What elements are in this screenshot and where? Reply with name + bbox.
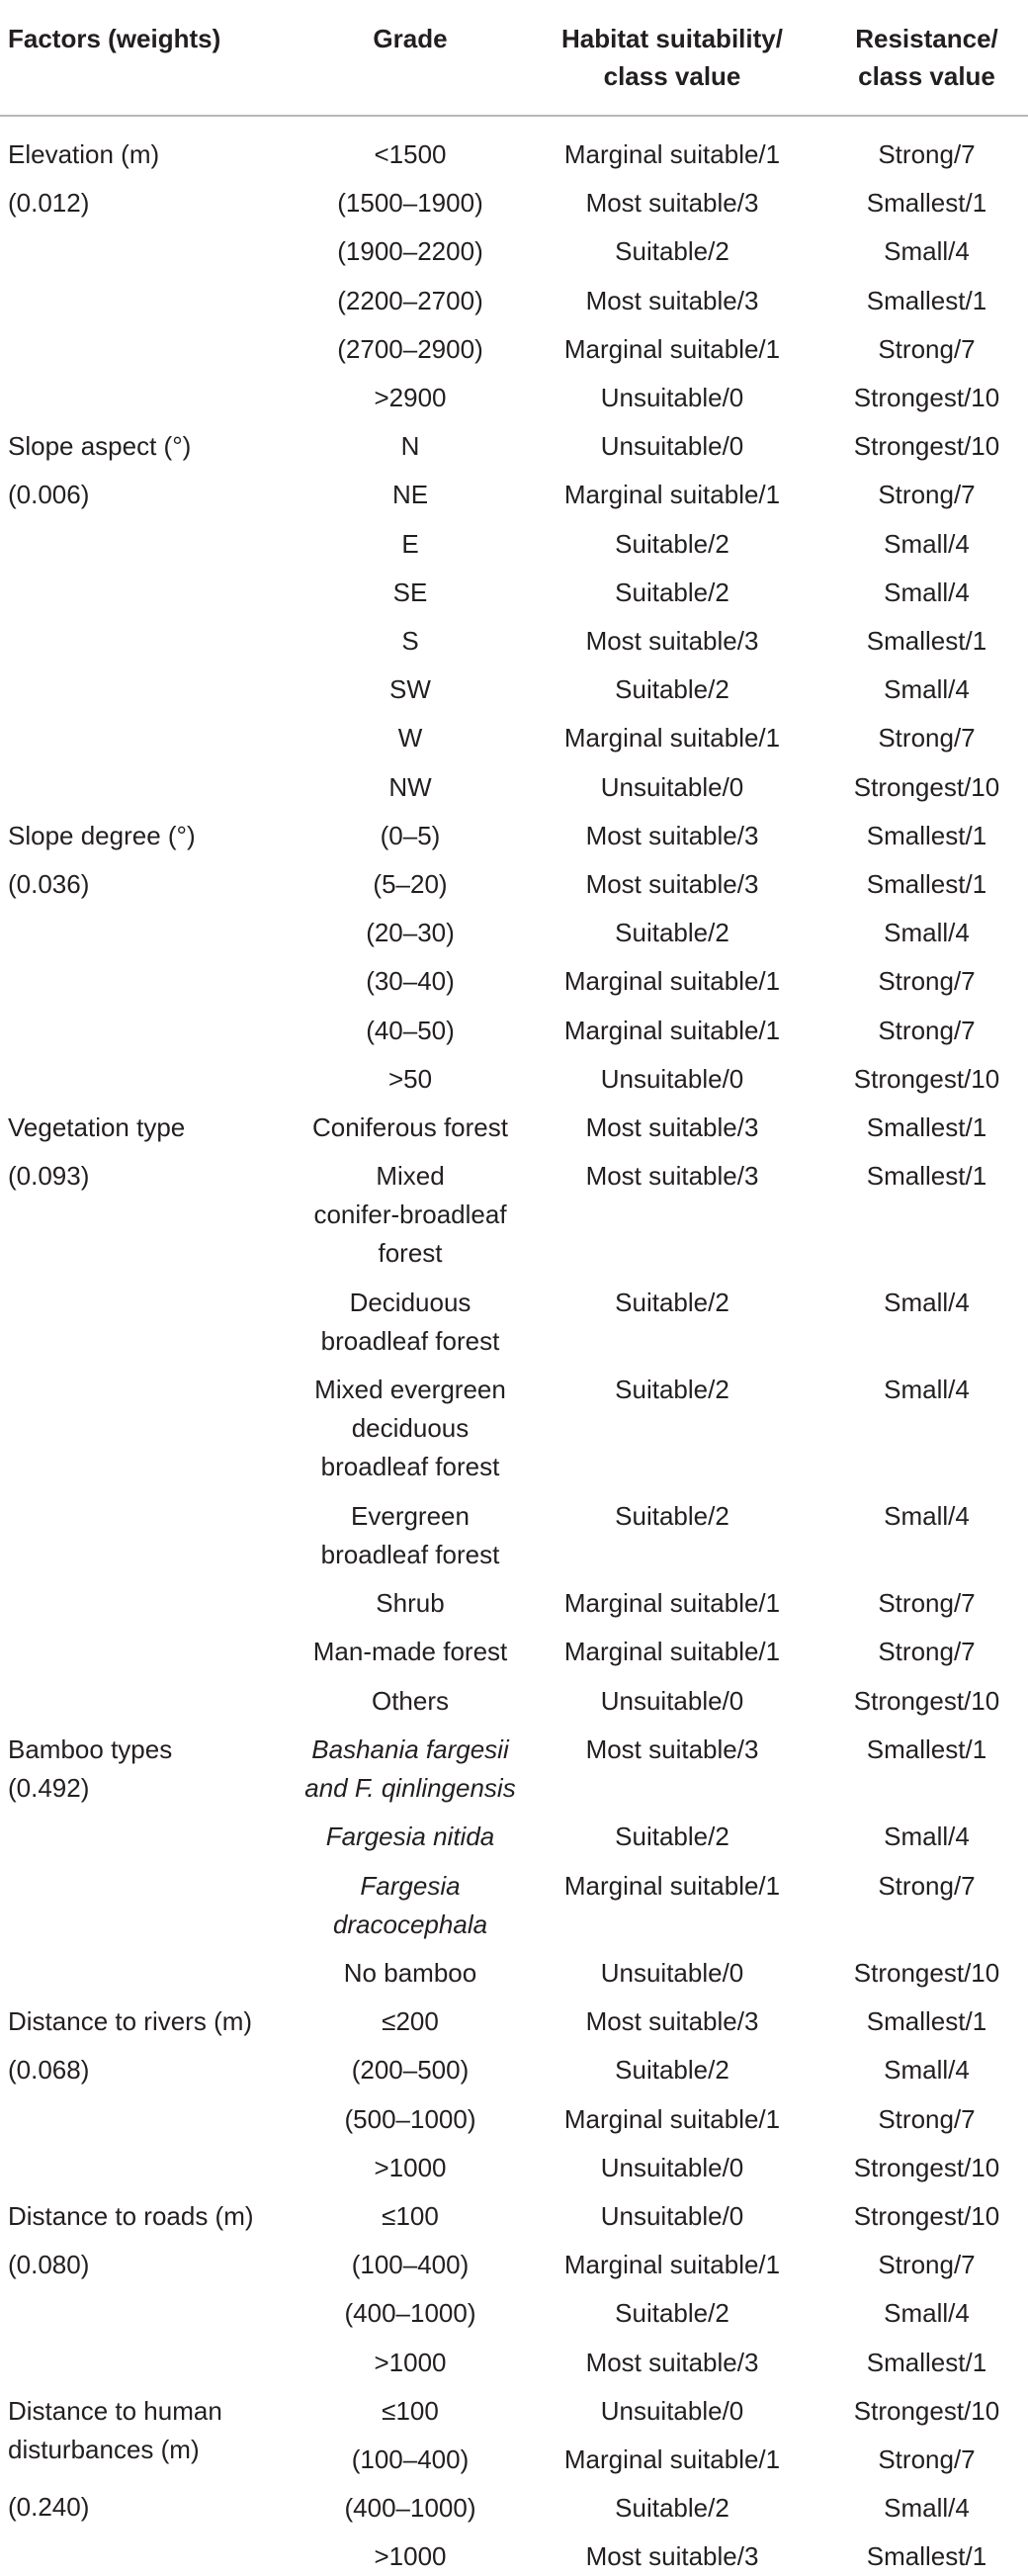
resistance-cell: Strongest/10: [853, 431, 1000, 462]
factor-weight: (0.240): [8, 2491, 90, 2522]
resistance-cell: Smallest/1: [866, 626, 987, 656]
resistance-cell: Strongest/10: [853, 1685, 1000, 1716]
resistance-cell: Small/4: [884, 674, 970, 705]
grade-cell: and F. qinlingensis: [304, 1772, 516, 1803]
habitat-cell: Marginal suitable/1: [563, 1637, 781, 1667]
resistance-cell: Small/4: [884, 2493, 970, 2524]
grade-cell: <1500: [374, 139, 447, 169]
resistance-cell: Strong/7: [878, 966, 976, 997]
resistance-cell: Strongest/10: [853, 2395, 1000, 2426]
grade-cell: (5–20): [373, 869, 448, 899]
habitat-cell: Suitable/2: [615, 2298, 729, 2329]
factor-name-line1: Distance to human: [8, 2395, 222, 2426]
resistance-cell: Smallest/1: [866, 1112, 987, 1142]
grade-cell: (100–400): [351, 2250, 470, 2280]
grade-cell: ≤200: [382, 2006, 439, 2037]
grade-cell: >2900: [374, 383, 447, 412]
habitat-cell: Marginal suitable/1: [563, 480, 781, 510]
grade-cell: No bamboo: [343, 1958, 477, 1988]
habitat-cell: Marginal suitable/1: [563, 1015, 781, 1045]
resistance-cell: Smallest/1: [866, 1733, 987, 1764]
resistance-cell: Strong/7: [878, 1870, 976, 1901]
resistance-cell: Strong/7: [878, 723, 976, 754]
grade-cell: E: [401, 528, 419, 559]
resistance-cell: Smallest/1: [866, 820, 987, 850]
habitat-cell: Marginal suitable/1: [563, 2444, 781, 2474]
grade-cell: N: [400, 431, 420, 462]
grade-cell: broadleaf forest: [320, 1325, 500, 1356]
grade-cell: Others: [371, 1685, 450, 1716]
habitat-cell: Suitable/2: [615, 577, 729, 607]
grade-cell: >1000: [374, 2347, 447, 2377]
factor-weight: (0.093): [8, 1161, 90, 1192]
resistance-cell: Strong/7: [878, 2250, 976, 2280]
resistance-cell: Smallest/1: [866, 285, 987, 315]
resistance-cell: Smallest/1: [866, 2541, 987, 2572]
factor-name: Slope degree (°): [8, 820, 196, 850]
grade-cell: NW: [388, 771, 432, 802]
grade-cell: (30–40): [366, 966, 455, 997]
factor-name-line2: disturbances (m): [8, 2434, 200, 2464]
grade-cell: Coniferous forest: [312, 1112, 508, 1142]
factor-weight: (0.036): [8, 869, 90, 899]
habitat-cell: Unsuitable/0: [600, 1685, 744, 1716]
header-divider: [0, 115, 1028, 117]
habitat-cell: Most suitable/3: [585, 2541, 759, 2572]
grade-cell: Man-made forest: [312, 1637, 508, 1667]
habitat-cell: Unsuitable/0: [600, 1063, 744, 1094]
grade-cell: S: [401, 626, 419, 656]
resistance-cell: Strong/7: [878, 1588, 976, 1619]
grade-cell: >1000: [374, 2541, 447, 2572]
resistance-cell: Strong/7: [878, 333, 976, 364]
resistance-cell: Smallest/1: [866, 2006, 987, 2037]
habitat-cell: Suitable/2: [615, 1821, 729, 1852]
header-resistance-line2: class value: [858, 61, 995, 91]
resistance-cell: Strongest/10: [853, 1063, 1000, 1094]
resistance-cell: Strong/7: [878, 2103, 976, 2134]
grade-cell: SE: [392, 577, 428, 607]
habitat-cell: Most suitable/3: [585, 1161, 759, 1192]
factor-weight: (0.068): [8, 2055, 90, 2086]
grade-cell: Fargesia nitida: [325, 1821, 495, 1852]
habitat-cell: Unsuitable/0: [600, 2152, 744, 2182]
factor-name: Elevation (m): [8, 139, 160, 169]
habitat-cell: Most suitable/3: [585, 869, 759, 899]
factor-name: Vegetation type: [8, 1112, 186, 1142]
grade-cell: forest: [378, 1238, 443, 1269]
habitat-cell: Suitable/2: [615, 236, 729, 267]
grade-cell: dracocephala: [332, 1909, 488, 1939]
habitat-cell: Suitable/2: [615, 674, 729, 705]
grade-cell: Mixed evergreen: [314, 1375, 506, 1405]
habitat-cell: Unsuitable/0: [600, 2395, 744, 2426]
grade-cell: Mixed: [376, 1161, 445, 1192]
resistance-cell: Small/4: [884, 577, 970, 607]
habitat-cell: Most suitable/3: [585, 1733, 759, 1764]
grade-cell: NE: [391, 480, 429, 510]
habitat-cell: Suitable/2: [615, 528, 729, 559]
grade-cell: (400–1000): [344, 2493, 476, 2524]
habitat-cell: Most suitable/3: [585, 2347, 759, 2377]
grade-cell: SW: [389, 674, 431, 705]
factor-weight: (0.012): [8, 188, 90, 219]
habitat-cell: Marginal suitable/1: [563, 2103, 781, 2134]
resistance-cell: Small/4: [884, 1500, 970, 1531]
grade-cell: W: [397, 723, 423, 754]
habitat-cell: Most suitable/3: [585, 188, 759, 219]
grade-cell: >1000: [374, 2152, 447, 2182]
resistance-cell: Small/4: [884, 1821, 970, 1852]
grade-cell: (2700–2900): [337, 333, 483, 364]
grade-cell: broadleaf forest: [320, 1452, 500, 1482]
grade-cell: (0–5): [380, 820, 441, 850]
habitat-cell: Suitable/2: [615, 2055, 729, 2086]
habitat-cell: Unsuitable/0: [600, 383, 744, 412]
resistance-cell: Strongest/10: [853, 771, 1000, 802]
habitat-cell: Most suitable/3: [585, 2006, 759, 2037]
habitat-cell: Marginal suitable/1: [563, 1870, 781, 1901]
resistance-cell: Smallest/1: [866, 188, 987, 219]
habitat-cell: Most suitable/3: [585, 820, 759, 850]
resistance-cell: Smallest/1: [866, 1161, 987, 1192]
resistance-cell: Small/4: [884, 1375, 970, 1405]
factor-name: Distance to rivers (m): [8, 2006, 253, 2037]
habitat-cell: Suitable/2: [615, 1375, 729, 1405]
habitat-cell: Marginal suitable/1: [563, 966, 781, 997]
factor-weight: (0.006): [8, 480, 90, 510]
habitat-cell: Most suitable/3: [585, 626, 759, 656]
factor-name: Bamboo types: [8, 1733, 173, 1764]
resistance-cell: Smallest/1: [866, 2347, 987, 2377]
grade-cell: deciduous: [351, 1413, 470, 1444]
habitat-cell: Unsuitable/0: [600, 2201, 744, 2231]
habitat-cell: Suitable/2: [615, 2493, 729, 2524]
habitat-cell: Unsuitable/0: [600, 431, 744, 462]
grade-cell: (1500–1900): [337, 188, 483, 219]
factor-name: Slope aspect (°): [8, 431, 192, 462]
resistance-cell: Small/4: [884, 918, 970, 948]
factor-name: Distance to roads (m): [8, 2201, 254, 2231]
grade-cell: Shrub: [376, 1588, 445, 1619]
header-factors: Factors (weights): [8, 24, 221, 53]
grade-cell: broadleaf forest: [320, 1539, 500, 1569]
habitat-cell: Marginal suitable/1: [563, 723, 781, 754]
grade-cell: Evergreen: [351, 1500, 470, 1531]
factor-weight: (0.080): [8, 2250, 90, 2280]
habitat-cell: Marginal suitable/1: [563, 139, 781, 169]
grade-cell: ≤100: [382, 2201, 439, 2231]
resistance-cell: Strong/7: [878, 2444, 976, 2474]
habitat-cell: Unsuitable/0: [600, 771, 744, 802]
grade-cell: (40–50): [366, 1015, 455, 1045]
habitat-cell: Suitable/2: [615, 1287, 729, 1317]
grade-cell: (200–500): [351, 2055, 470, 2086]
factor-weight: (0.492): [8, 1772, 90, 1803]
resistance-cell: Strong/7: [878, 480, 976, 510]
header-resistance-line1: Resistance/: [855, 24, 998, 53]
resistance-cell: Small/4: [884, 2055, 970, 2086]
resistance-cell: Strongest/10: [853, 2152, 1000, 2182]
grade-cell: (500–1000): [344, 2103, 476, 2134]
habitat-cell: Marginal suitable/1: [563, 2250, 781, 2280]
habitat-cell: Most suitable/3: [585, 285, 759, 315]
resistance-cell: Small/4: [884, 1287, 970, 1317]
resistance-cell: Strong/7: [878, 1637, 976, 1667]
grade-cell: (2200–2700): [337, 285, 483, 315]
habitat-cell: Unsuitable/0: [600, 1958, 744, 1988]
habitat-cell: Marginal suitable/1: [563, 333, 781, 364]
habitat-cell: Marginal suitable/1: [563, 1588, 781, 1619]
grade-cell: (1900–2200): [337, 236, 483, 267]
resistance-cell: Strongest/10: [853, 2201, 1000, 2231]
resistance-cell: Strongest/10: [853, 383, 1000, 412]
grade-cell: (20–30): [366, 918, 455, 948]
grade-cell: conifer-broadleaf: [313, 1199, 507, 1230]
resistance-cell: Strong/7: [878, 139, 976, 169]
resistance-cell: Strong/7: [878, 1015, 976, 1045]
grade-cell: Deciduous: [349, 1287, 471, 1317]
resistance-cell: Small/4: [884, 2298, 970, 2329]
habitat-cell: Suitable/2: [615, 918, 729, 948]
header-habitat-line2: class value: [603, 61, 741, 91]
resistance-cell: Small/4: [884, 528, 970, 559]
resistance-cell: Smallest/1: [866, 869, 987, 899]
resistance-cell: Small/4: [884, 236, 970, 267]
grade-cell: (400–1000): [344, 2298, 476, 2329]
grade-cell: Bashania fargesii: [311, 1733, 509, 1764]
habitat-cell: Suitable/2: [615, 1500, 729, 1531]
grade-cell: >50: [387, 1063, 433, 1094]
habitat-cell: Most suitable/3: [585, 1112, 759, 1142]
header-habitat-line1: Habitat suitability/: [561, 24, 783, 53]
grade-cell: ≤100: [382, 2395, 439, 2426]
header-grade: Grade: [373, 24, 448, 53]
grade-cell: (100–400): [351, 2444, 470, 2474]
resistance-cell: Strongest/10: [853, 1958, 1000, 1988]
grade-cell: Fargesia: [360, 1870, 461, 1901]
